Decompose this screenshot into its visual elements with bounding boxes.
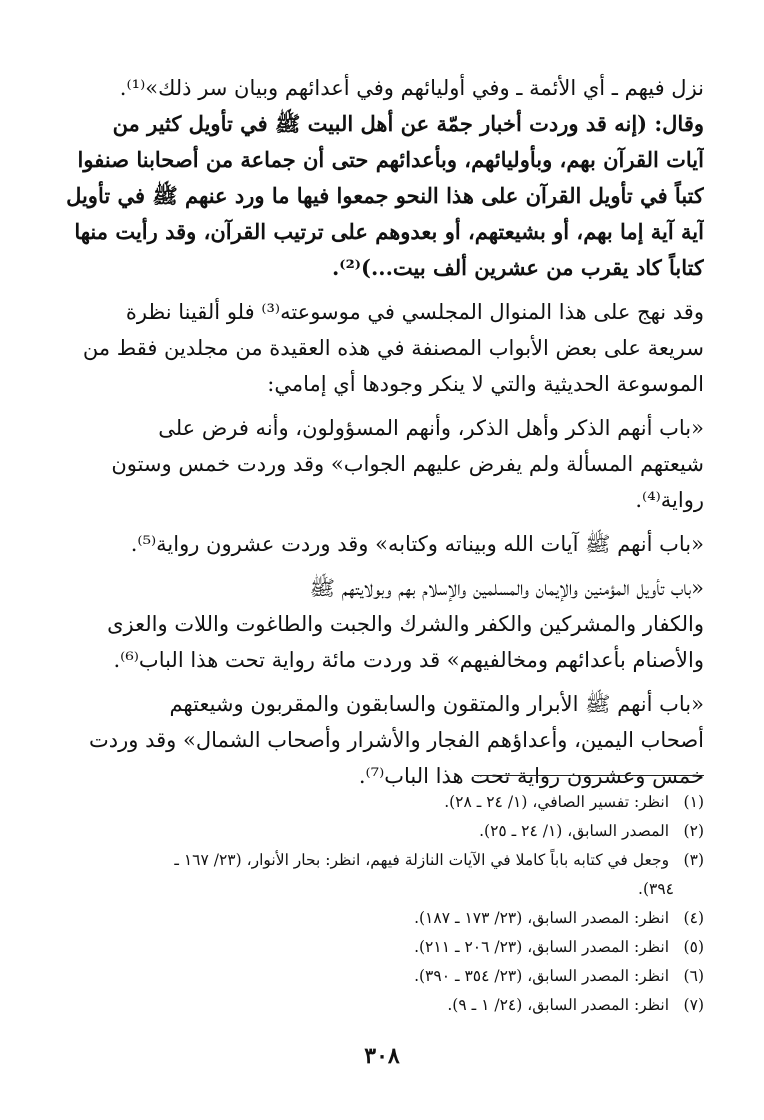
text-line: رواية⁽⁴⁾.	[635, 488, 704, 512]
footnotes	[40, 788, 704, 1020]
page-number: ٣٠٨	[364, 1043, 400, 1069]
footnote-item	[40, 962, 704, 991]
text-line: سريعة على بعض الأبواب المصنفة في هذه العقيدة من مجلدين فقط من	[82, 336, 704, 360]
footnote-item	[40, 817, 704, 846]
footnote-text: المصدر السابق، (١/ ٢٤ ـ ٢٥).	[479, 822, 670, 840]
footnote-item	[40, 991, 704, 1020]
text-line: آية آية إما بهم، أو بشيعتهم، أو بعدوهم على ترتيب القرآن، وقد رأيت منها	[74, 219, 704, 244]
text-line: «باب تأويل المؤمنين والإيمان والمسلمين والإسلام بهم وبولايتهم ﷺ	[309, 576, 704, 600]
footnote-number: (٧)	[683, 996, 704, 1014]
footnote-text: انظر: المصدر السابق، (٢٤/ ١ ـ ٩).	[447, 996, 670, 1014]
text-line: كتباً في تأويل القرآن على هذا النحو جمعوا فيها ما ورد عنهم ﷺ في تأويل	[66, 183, 704, 208]
text-line: وقال: (إنه قد وردت أخبار جمّة عن أهل البيت ﷺ في تأويل كثير من	[112, 111, 704, 136]
text-line: خمس وعشرون رواية تحت هذا الباب⁽⁷⁾.	[358, 764, 704, 788]
text-line: والأصنام بأعدائهم ومخالفيهم» قد وردت مائة رواية تحت هذا الباب⁽⁶⁾.	[113, 648, 704, 672]
text-line: «باب أنهم ﷺ الأبرار والمتقون والسابقون والمقربون وشيعتهم	[169, 692, 704, 716]
text-line: كتاباً كاد يقرب من عشرين ألف بيت...)⁽²⁾.	[331, 255, 704, 280]
footnote-item	[40, 788, 704, 817]
text-line: «باب أنهم الذكر وأهل الذكر، وأنهم المسؤولون، وأنه فرض على	[158, 416, 704, 440]
footnote-text: انظر: تفسير الصافي، (١/ ٢٤ ـ ٢٨).	[444, 793, 670, 811]
footnote-item	[40, 933, 704, 962]
footnote-divider	[474, 775, 704, 776]
text-line: وقد نهج على هذا المنوال المجلسي في موسوعته⁽³⁾ فلو ألقينا نظرة	[125, 300, 704, 324]
footnote-number: (٤)	[683, 909, 704, 927]
footnote-text: انظر: المصدر السابق، (٢٣/ ٢٠٦ ـ ٢١١).	[414, 938, 670, 956]
text-line: أصحاب اليمين، وأعداؤهم الفجار والأشرار وأصحاب الشمال» وقد وردت	[89, 728, 704, 752]
footnote-text: انظر: المصدر السابق، (٢٣/ ١٧٣ ـ ١٨٧).	[414, 909, 670, 927]
footnote-number: (٢)	[683, 822, 704, 840]
footnote-number: (١)	[683, 793, 704, 811]
footnote-text: انظر: المصدر السابق، (٢٣/ ٣٥٤ ـ ٣٩٠).	[414, 967, 670, 985]
footnote-item	[40, 904, 704, 933]
footnote-text: وجعل في كتابه باباً كاملا في الآيات النازلة فيهم، انظر: بحار الأنوار، (٢٣/ ١٦٧ ـ	[174, 851, 670, 869]
text-line: نزل فيهم ـ أي الأئمة ـ وفي أوليائهم وفي أعدائهم وبيان سر ذلك»⁽¹⁾.	[119, 76, 704, 100]
footnote-item	[40, 846, 704, 875]
footnote-number: (٦)	[683, 967, 704, 985]
text-line: شيعتهم المسألة ولم يفرض عليهم الجواب» وقد وردت خمس وستون	[111, 452, 704, 476]
main-text	[60, 70, 704, 794]
text-line: والكفار والمشركين والكفر والشرك والجبت والطاغوت واللات والعزى	[107, 612, 704, 636]
text-line: الموسوعة الحديثية والتي لا ينكر وجودها أي إمامي:	[267, 372, 704, 396]
text-line: آيات القرآن بهم، وبأوليائهم، وبأعدائهم حتى أن جماعة من أصحابنا صنفوا	[77, 147, 704, 172]
footnote-number: (٣)	[683, 851, 704, 869]
footnote-number: (٥)	[683, 938, 704, 956]
footnote-continuation: ٣٩٤).	[638, 880, 674, 898]
text-line: «باب أنهم ﷺ آيات الله وبيناته وكتابه» وقد وردت عشرون رواية⁽⁵⁾.	[130, 532, 704, 556]
